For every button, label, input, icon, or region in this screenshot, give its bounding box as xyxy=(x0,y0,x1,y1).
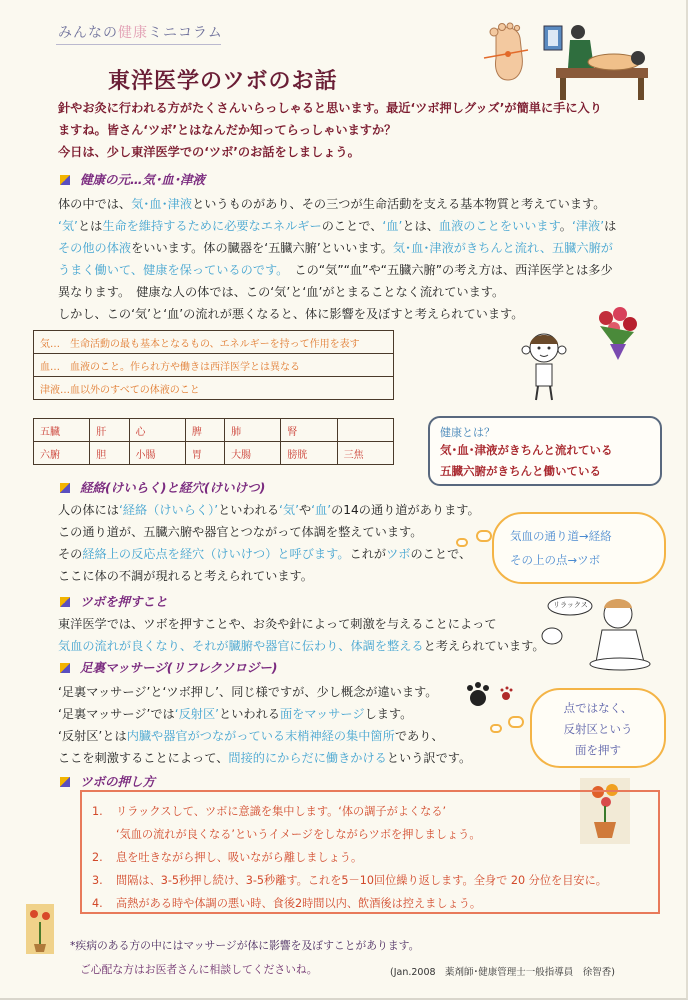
callout-line: 面を押す xyxy=(575,743,621,757)
cloud-bubble-dot xyxy=(476,530,492,542)
section-heading: ツボを押すこと xyxy=(60,592,168,610)
table-cell: 大腸 xyxy=(225,442,281,465)
section-heading: ツボの押し方 xyxy=(60,772,155,790)
footprint-icon xyxy=(466,682,518,714)
table-cell: 胆 xyxy=(90,442,129,465)
author-signature: (Jan.2008 薬剤師･健康管理士一般指導員 徐智香) xyxy=(390,967,616,978)
flower-bouquet-illustration xyxy=(590,304,646,364)
paragraph-line: ここを刺激することによって、間接的にからだに働きかけるという訳です。 xyxy=(58,751,472,765)
table-cell-ketsu: 血… 血液のこと。作られ方や働きは西洋医学とは異なる xyxy=(34,354,394,377)
header-underline xyxy=(56,44,221,45)
bullet-icon xyxy=(60,777,70,787)
flower-card-illustration xyxy=(26,904,54,954)
callout-line: 点ではなく、 xyxy=(563,701,633,715)
step-item: 2. 息を吐きながら押し、吸いながら離しましょう。 xyxy=(92,851,363,864)
section-heading: 経絡(けいらく)と経穴(けいけつ) xyxy=(60,478,265,496)
column-header: みんなの健康ミニコラム xyxy=(58,25,223,41)
paragraph-line: 人の体には‘経絡（けいらく）’といわれる‘気’や‘血’の14の通り道があります。 xyxy=(58,503,480,517)
bullet-icon xyxy=(60,483,70,493)
bullet-icon xyxy=(60,175,70,185)
table-cell: 胃 xyxy=(185,442,224,465)
pressing-steps-box xyxy=(80,790,660,914)
cloud-bubble-dot xyxy=(456,538,468,547)
section-heading: 健康の元…気･血･津液 xyxy=(60,170,205,188)
massage-illustration xyxy=(538,18,656,104)
intro-line-1: 針やお灸に行われる方がたくさんいらっしゃると思います。最近‘ツボ押しグッズ’が簡単に手に入り xyxy=(58,101,602,115)
table-cell: 肝 xyxy=(90,419,129,442)
girl-illustration xyxy=(512,326,574,404)
callout-line: 気血の通り道→経絡 xyxy=(510,529,612,543)
paragraph-line: この通り道が、五臓六腑や器官とつながって体調を整えています。 xyxy=(58,525,423,539)
reflex-zone-callout xyxy=(530,688,666,768)
table-cell: 六腑 xyxy=(34,442,90,465)
footer-note: *疾病のある方の中にはマッサージが体に影響を及ぼすことがあります。 xyxy=(70,939,420,952)
intro-line-3: 今日は、少し東洋医学での‘ツボ’のお話をしましょう。 xyxy=(58,145,360,159)
intro-line-2: ますね。皆さん‘ツボ’とはなんだか知ってらっしゃいますか？ xyxy=(58,123,397,137)
paragraph-line: うまく働いて、健康を保っているのです。 この“気”“血”や“五臓六腑”の考え方は、西洋医学とは多少 xyxy=(58,263,613,277)
health-callout xyxy=(428,416,662,486)
paragraph-line: しかし、この‘気’と‘血’の流れが悪くなると、体に影響を及ぼすと考えられています。 xyxy=(58,307,524,321)
paragraph-line: 東洋医学では、ツボを押すことや、お灸や針によって刺激を与えることによって xyxy=(58,617,497,631)
page-title: 東洋医学のツボのお話 xyxy=(108,69,338,94)
paragraph-line: その経絡上の反応点を経穴（けいけつ）と呼びます。これがツボのことで、 xyxy=(58,547,472,561)
callout-line: 反射区という xyxy=(563,722,633,736)
relax-bubble-text: リラックス xyxy=(553,601,588,609)
footer-note: ご心配な方はお医者さんに相談してくださいね。 xyxy=(80,963,318,976)
step-item: 4. 高熱がある時や体調の悪い時、食後2時間以内、飲酒後は控えましょう。 xyxy=(92,897,482,910)
ki-ketsu-table xyxy=(33,330,394,465)
table-cell: 膀胱 xyxy=(281,442,337,465)
bullet-icon xyxy=(60,663,70,673)
callout-line: 気･血･津液がきちんと流れている xyxy=(440,443,613,457)
paragraph-line: 気血の流れが良くなり、それが臓腑や器官に伝わり、体調を整えると考えられています。 xyxy=(58,639,545,653)
section-heading: 足裏マッサージ(リフレクソロジー) xyxy=(60,658,277,676)
table-cell: 三焦 xyxy=(337,442,393,465)
callout-title: 健康とは？ xyxy=(440,426,495,439)
callout-line: その上の点→ツボ xyxy=(510,553,601,567)
table-cell: 腎 xyxy=(281,419,337,442)
step-item: 1. リラックスして、ツボに意識を集中します。‘体の調子がよくなる’ xyxy=(92,805,447,818)
table-cell: 五臓 xyxy=(34,419,90,442)
table-cell: 小腸 xyxy=(129,442,185,465)
callout-line: 五臓六腑がきちんと働いている xyxy=(440,464,601,478)
table-cell-shineki: 津液…血以外のすべての体液のこと xyxy=(34,377,394,400)
table-cell: 脾 xyxy=(185,419,224,442)
paragraph-line: 体の中では、気･血･津液というものがあり、その三つが生命活動を支える基本物質と考えています。 xyxy=(58,197,606,211)
paragraph-line: ‘気’とは生命を維持するために必要なエネルギーのことで、‘血’とは、血液のことをいいます。‘津液’は xyxy=(58,219,617,233)
bullet-icon xyxy=(60,597,70,607)
paragraph-line: ここに体の不調が現れると考えられています。 xyxy=(58,569,313,583)
paragraph-line: ‘足裏マッサージ’では‘反射区’といわれる面をマッサージします。 xyxy=(58,707,413,721)
step-item: 3. 間隔は、3-5秒押し続け、3-5秒離す。これを5－10回位繰り返します。全身で 20 分位を目安に。 xyxy=(92,874,607,887)
cloud-bubble-dot xyxy=(490,724,502,733)
paragraph-line: ‘足裏マッサージ’と‘ツボ押し’、同じ様ですが、少し概念が違います。 xyxy=(58,685,438,699)
paragraph-line: ‘反射区’とは内臓や器官がつながっている末梢神経の集中箇所であり、 xyxy=(58,729,444,743)
table-cell: 肺 xyxy=(225,419,281,442)
cloud-bubble-dot xyxy=(508,716,524,728)
table-cell-ki: 気… 生命活動の最も基本となるもの、エネルギーを持って作用を表す xyxy=(34,331,394,354)
table-cell: 心 xyxy=(129,419,185,442)
meridian-callout xyxy=(492,512,666,584)
foot-illustration xyxy=(478,22,534,84)
table-cell xyxy=(337,419,393,442)
paragraph-line: その他の体液をいいます。体の臓器を‘五臓六腑’といいます。気･血･津液がきちんと流れ、五臓六腑が xyxy=(58,241,613,255)
step-item-continued: ‘気血の流れが良くなる’というイメージをしながらツボを押しましょう。 xyxy=(116,828,481,841)
paragraph-line: 異なります。 健康な人の体では、この‘気’と‘血’がとまることなく流れています。 xyxy=(58,285,505,299)
table-spacer xyxy=(34,400,394,419)
